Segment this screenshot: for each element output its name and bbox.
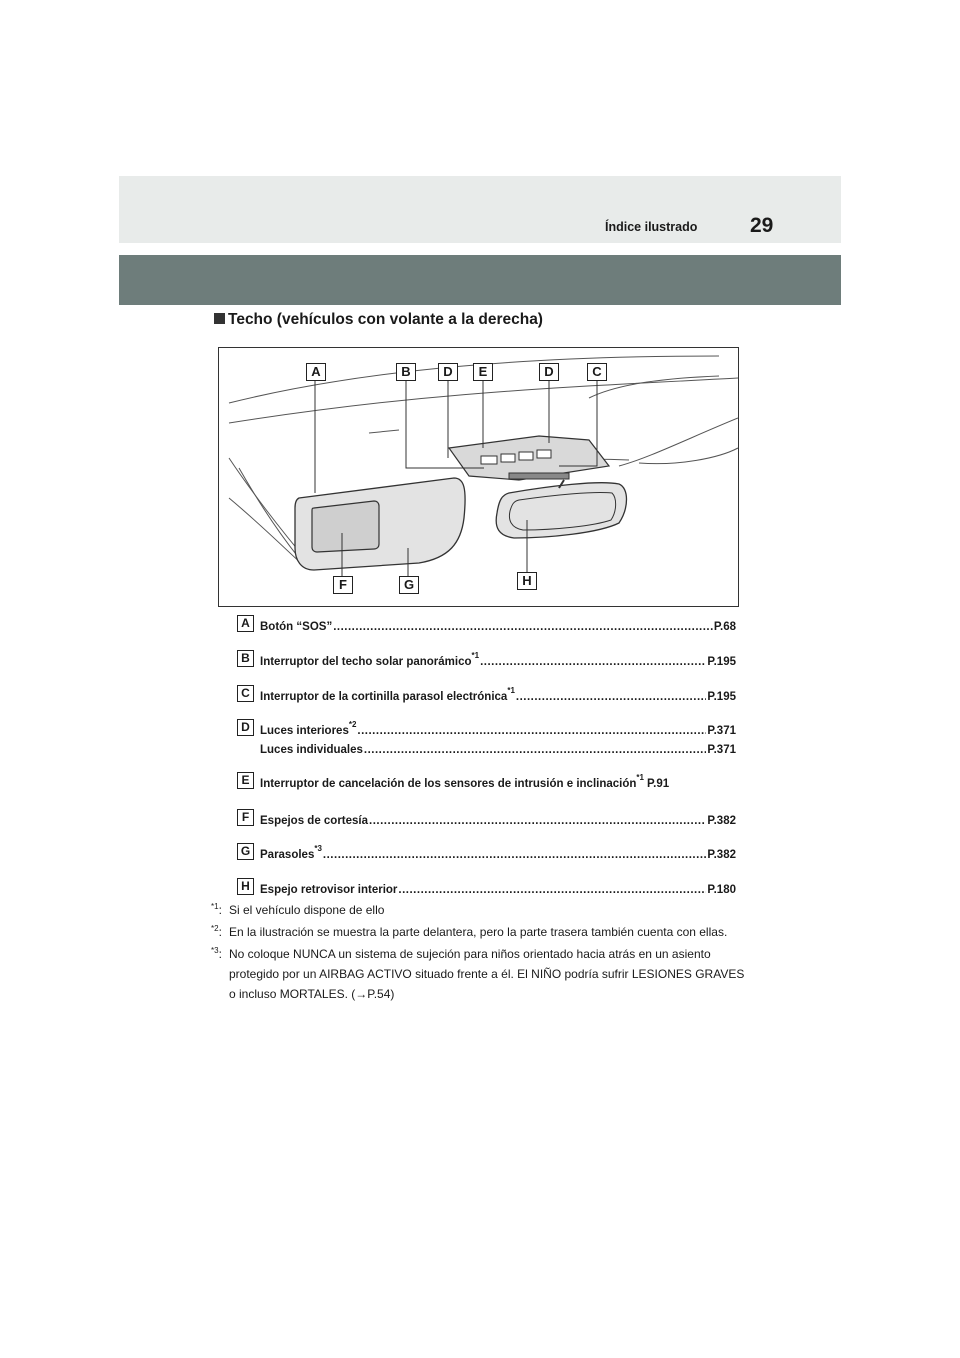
footnote: $^{*3}$: No coloque NUNCA un sistema de sujeción para niños orientado hacia atrás en un asiento protegido por un AIRBAG ACTIVO situado frente a él. El NIÑO podría sufrir LESIONES GRAVES o incluso MORTALES. (→P.54) (211, 946, 745, 1001)
footnote-text: Si el vehículo dispone de ello (229, 903, 385, 917)
legend-page-ref[interactable]: P.371 (707, 725, 736, 737)
legend-label: Espejos de cortesía (260, 815, 369, 827)
legend-label: Espejo retrovisor interior (260, 884, 398, 896)
console-button (519, 452, 533, 460)
rear-view-mirror (496, 483, 626, 538)
legend-label: Parasoles (260, 849, 315, 861)
roof-line (369, 430, 399, 433)
legend-item (237, 809, 737, 829)
callout-a: A (306, 363, 326, 381)
footnote-marker: *2 (348, 720, 357, 730)
legend-label: Luces individuales (260, 744, 363, 756)
legend-page-ref[interactable]: P.195 (707, 656, 736, 668)
legend-label: Interruptor del techo solar panorámico (260, 656, 472, 668)
legend-page-ref[interactable]: P.195 (707, 691, 736, 703)
legend-key: A (237, 615, 254, 632)
square-bullet-icon (214, 313, 225, 324)
legend-page-ref[interactable]: P.68 (713, 621, 736, 633)
legend-label: Botón “SOS” (260, 621, 333, 633)
legend-item (237, 650, 737, 670)
legend-key: D (237, 719, 254, 736)
console-button (481, 456, 497, 464)
callout-h: H (517, 572, 537, 590)
legend-item (237, 685, 737, 705)
footnote-marker: *1 (636, 773, 644, 783)
callout-f: F (333, 576, 353, 594)
header-title: Índice ilustrado (605, 220, 698, 234)
legend-key: B (237, 650, 254, 667)
footnote-text: En la ilustración se muestra la parte delantera, pero la parte trasera también cuenta con ellas. (229, 925, 728, 939)
legend-label: Luces interiores (260, 725, 349, 737)
footnotes (211, 900, 751, 1004)
legend-label: Interruptor de la cortinilla parasol electrónica (260, 691, 508, 703)
section-title-text: Techo (vehículos con volante a la derecha) (228, 311, 543, 328)
legend-key: H (237, 878, 254, 895)
legend-page-ref[interactable]: P.382 (707, 815, 736, 827)
legend-page-ref[interactable]: P.371 (707, 744, 736, 756)
legend-item (237, 719, 737, 739)
windshield-line (619, 418, 738, 466)
footnote-mark: *3 (211, 946, 219, 955)
callout-e: E (473, 363, 493, 381)
footnote-marker: *3 (314, 844, 322, 854)
vanity-mirror (312, 501, 379, 552)
callout-d: D (539, 363, 559, 381)
console-button (537, 450, 551, 458)
footnote: $^{*1}$: Si el vehículo dispone de ello (211, 902, 385, 917)
legend-key: E (237, 772, 254, 789)
legend-label: Interruptor de cancelación de los sensores de intrusión e inclinación (260, 778, 637, 790)
legend-item (237, 615, 737, 635)
legend-item (237, 738, 737, 758)
pillar-line (229, 498, 304, 566)
legend-item (237, 772, 737, 792)
footnote-mark: *1 (211, 902, 219, 911)
legend-key: C (237, 685, 254, 702)
callout-g: G (399, 576, 419, 594)
legend-key: G (237, 843, 254, 860)
callout-b: B (396, 363, 416, 381)
callout-c: C (587, 363, 607, 381)
callout-d: D (438, 363, 458, 381)
roof-illustration (218, 347, 739, 607)
legend-item (237, 878, 737, 898)
roof-drawing (219, 348, 738, 606)
legend-page-ref[interactable]: P.91 (646, 778, 670, 790)
section-band (119, 255, 841, 305)
header-band (119, 176, 841, 243)
footnote-text: No coloque NUNCA un sistema de sujeción para niños orientado hacia atrás en un asiento protegido por un AIRBAG ACTIVO situado frente a él. El NIÑO podría sufrir LESIONES GRAVES o incluso MORTALES. (→P.54) (229, 947, 745, 1001)
footnote-marker: *1 (471, 651, 480, 661)
legend-page-ref[interactable]: P.180 (707, 884, 736, 896)
page-number: 29 (750, 214, 774, 237)
footnote: $^{*2}$: En la ilustración se muestra la parte delantera, pero la parte trasera también cuenta con ellas. (211, 924, 728, 939)
legend-key: F (237, 809, 254, 826)
roof-line (589, 376, 719, 398)
section-title (214, 311, 543, 329)
console-button (501, 454, 515, 462)
console-vent (509, 473, 569, 479)
footnote-marker: *1 (507, 686, 515, 696)
legend-page-ref[interactable]: P.382 (707, 849, 736, 861)
roof-line (639, 448, 738, 464)
footnote-mark: *2 (211, 924, 219, 933)
legend-item (237, 843, 737, 863)
